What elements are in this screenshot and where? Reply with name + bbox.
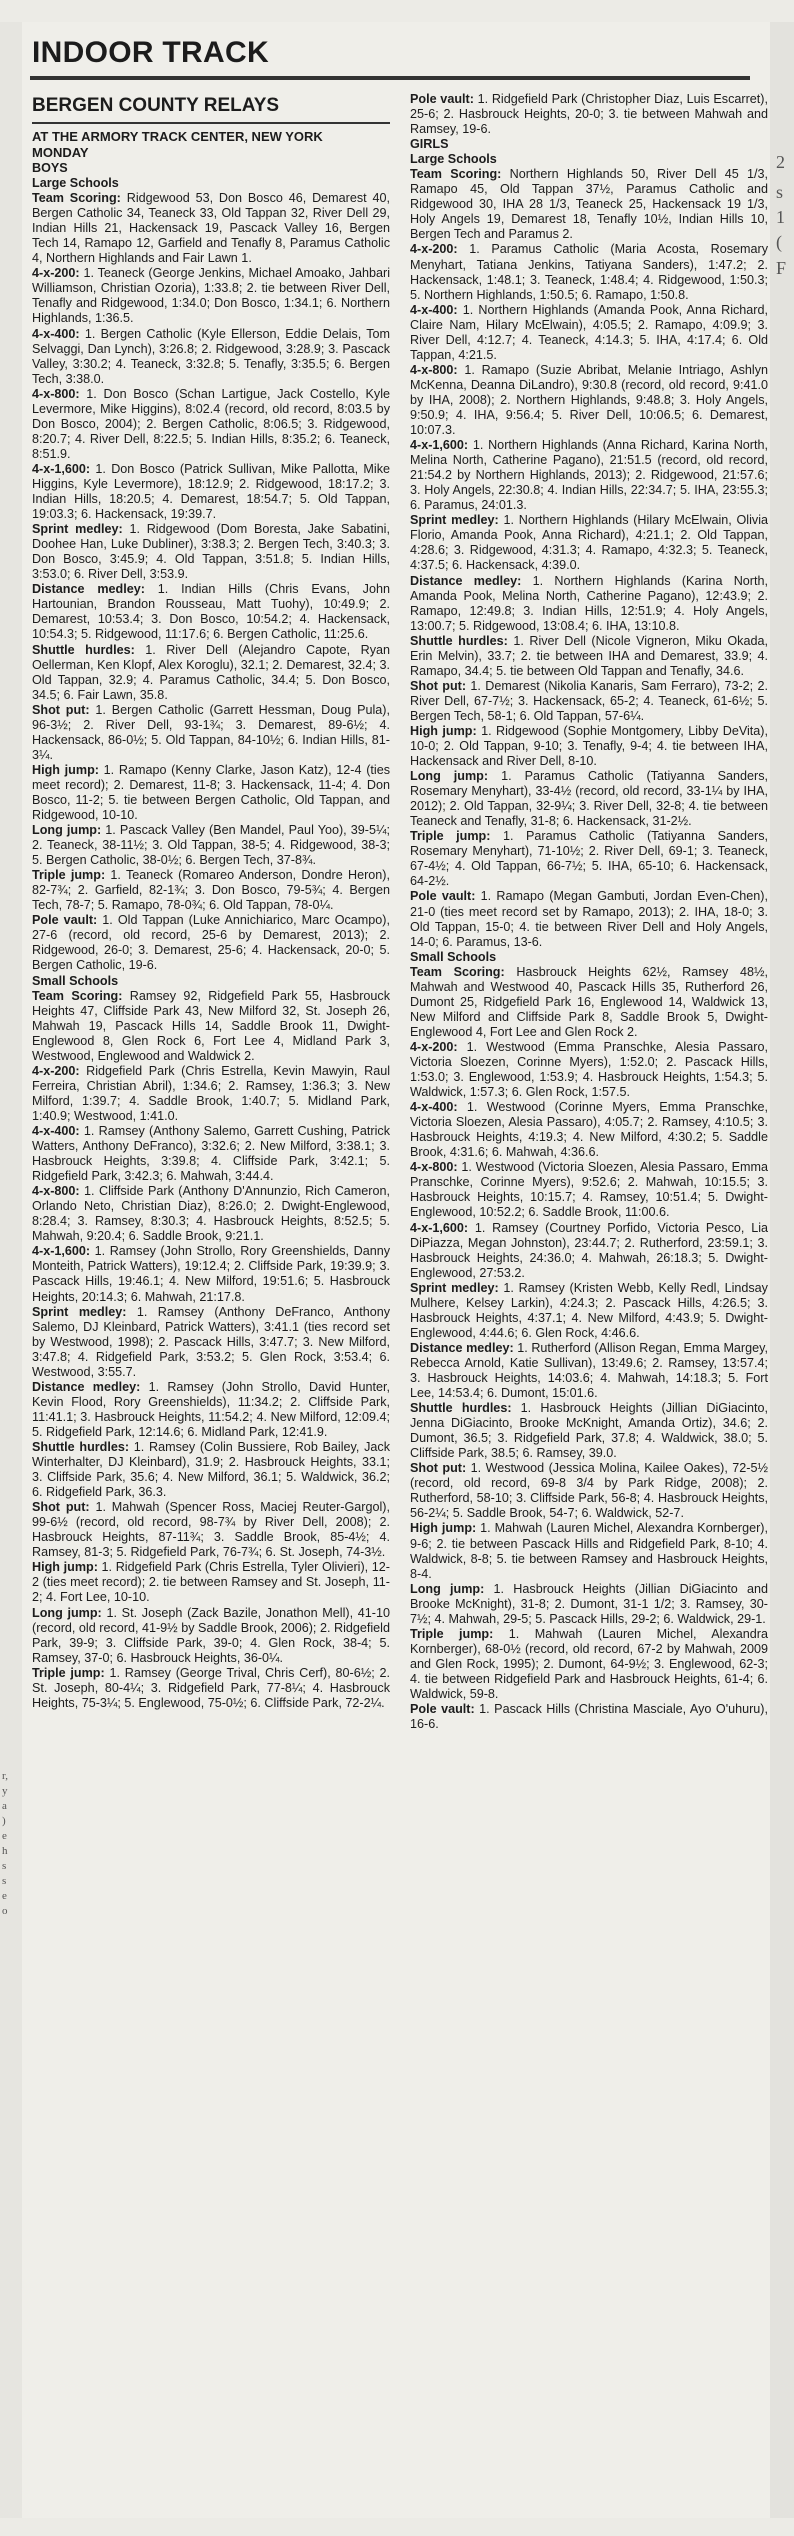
event-text: 1. Ridgewood (Dom Boresta, Jake Sabatini, Doohee Han, Luke Dubliner), 3:38.3; 2. Bergen Tech, 3:40.3; 3. Don Bosco, 3:45.9; 4. Old Tappan, 3:51.8; 5. Indian Hills, 3:53.0; 6. River Dell, 3:53.9.: [32, 522, 390, 582]
event-label: Distance medley:: [410, 573, 522, 588]
event-result: [410, 1281, 768, 1341]
edge-glyph: o: [2, 1905, 8, 1917]
results-column-right: [410, 92, 768, 1732]
event-label: High jump:: [410, 1521, 477, 1536]
event-result: [410, 167, 768, 242]
event-label: 4-x-400:: [32, 326, 80, 341]
event-result: [410, 303, 768, 363]
event-result: [32, 266, 390, 326]
event-label: 4-x-1,600:: [410, 438, 469, 453]
edge-glyph: a: [2, 1800, 7, 1812]
event-result: [410, 1100, 768, 1160]
event-label: Sprint medley:: [32, 522, 123, 537]
results-column-left: [32, 88, 390, 1711]
event-text: 1. Old Tappan (Luke Annichiarico, Marc Ocampo), 27-6 (record, old record, 25-6 by Demarest, 2013); 2. Ridgewood, 26-0; 3. Demarest, 25-6; 4. Hackensack, 20-0; 5. Bergen Catholic, 19-6.: [32, 913, 390, 973]
event-result: [410, 513, 768, 573]
event-label: Shot put:: [410, 1461, 467, 1476]
event-label: Sprint medley:: [410, 1280, 499, 1295]
results-subhead: Large Schools: [410, 152, 497, 167]
event-label: Long jump:: [410, 1581, 485, 1596]
results-subhead: Large Schools: [32, 176, 119, 191]
event-text: 1. Ridgewood (Sophie Montgomery, Libby DeVita), 10-0; 2. Old Tappan, 9-10; 3. Tenafly, 9-4; 4. tie between IHA, Hackensack and River Dell, 8-10.: [410, 723, 768, 769]
event-label: Distance medley:: [32, 582, 145, 597]
edge-glyph: e: [2, 1830, 7, 1842]
event-result: [410, 574, 768, 634]
event-text: Ramsey 92, Ridgefield Park 55, Hasbrouck Heights 47, Cliffside Park 43, New Milford 32, St. Joseph 26, Mahwah 19, Pascack Hills 14, Saddle Brook 11, Dwight-Englewood 8, Glen Rock 6, Fort Lee 4, Midland Park 3, Westwood, Englewood and Waldwick 2.: [32, 988, 390, 1063]
meet-day: MONDAY: [32, 145, 89, 160]
event-result: [32, 1666, 390, 1711]
event-result: [32, 868, 390, 913]
event-text: Ridgewood 53, Don Bosco 46, Demarest 40, Bergen Catholic 34, Teaneck 33, Old Tappan 32, River Dell 29, Indian Hills 21, Hackensack 19, Pascack Valley 16, Bergen Tech 14, Ramapo 12, Garfield and Tenafly 8, Paramus Catholic 4, Northern Highlands and Fair Lawn 1.: [32, 191, 391, 266]
event-text: 1. Teaneck (George Jenkins, Michael Amoako, Jahbari Williamson, Christian Ozoria), 1:33.8; 2. tie between River Dell, Tenafly and Ridgewood, 1:34.0; Don Bosco, 1:34.1; 6. Northern Highlands, 1:36.5.: [32, 266, 390, 326]
event-text: Ridgefield Park (Chris Estrella, Kevin Mawyin, Raul Ferreira, Christian Abril), 1:34.6; 2. Ramsey, 1:36.3; 3. New Milford, 1:39.7; 4. Saddle Brook, 1:40.7; 5. Midland Park, 1:40.9; Westwood, 1:41.0.: [32, 1063, 390, 1123]
event-text: 1. Ramsey (Kristen Webb, Kelly Redl, Lindsay Mulhere, Kelsey Larkin), 4:24.3; 2. Pascack Hills, 4:26.5; 3. Hasbrouck Heights, 4:37.1; 4. New Milford, 4:43.9; 5. Dwight-Englewood, 4:44.6; 6. Glen Rock, 4:46.6.: [410, 1280, 768, 1340]
edge-glyph: ): [2, 1815, 6, 1827]
event-text: 1. Mahwah (Spencer Ross, Maciej Reuter-Gargol), 99-6½ (record, old record, 98-7¾ by River Dell, 2008); 2. Hasbrouck Heights, 87-11¾; 3. Saddle Brook, 85-4½; 4. Ramsey, 81-3; 5. Ridgefield Park, 76-7¾; 6. St. Joseph, 74-3½.: [32, 1500, 390, 1560]
event-result: [410, 363, 768, 438]
event-result: [32, 191, 390, 266]
event-text: 1. River Dell (Alejandro Capote, Ryan Oellerman, Ken Klopf, Alex Koroglu), 32.1; 2. Demarest, 32.4; 3. Old Tappan, 32.9; 4. Paramus Catholic, 34.4; 5. Don Bosco, 34.5; 6. Fair Lawn, 35.8.: [32, 642, 390, 702]
event-label: Triple jump:: [410, 829, 491, 844]
adjacent-page-edge-left: [0, 22, 22, 2518]
event-text: 1. Northern Highlands (Anna Richard, Karina North, Melina North, Catherine Pagano), 21:51.5 (record, old record, 21:54.2 by Northern Highlands, 2013); 2. Ridgewood, 21:57.6; 3. Holy Angels, 22:30.8; 4. Indian Hills, 22:34.7; 5. IHA, 23:55.3; 6. Paramus, 24:01.3.: [410, 438, 768, 513]
event-result: [410, 438, 768, 513]
event-text: 1. Mahwah (Lauren Michel, Alexandra Kornberger), 9-6; 2. tie between Pascack Hills and Ridgefield Park, 8-10; 4. Waldwick, 8-8; 5. tie between Ramsey and Hasbrouck Heights, 8-4.: [410, 1521, 768, 1581]
event-label: Team Scoring:: [32, 988, 123, 1003]
event-result: [32, 1064, 390, 1124]
headline: BERGEN COUNTY RELAYS: [32, 95, 280, 116]
event-label: Shot put:: [32, 702, 90, 717]
results-subhead: Small Schools: [410, 949, 497, 964]
event-result: [32, 1184, 390, 1244]
event-label: High jump:: [32, 1560, 98, 1575]
event-text: 1. Ramsey (George Trival, Chris Cerf), 80-6½; 2. St. Joseph, 80-4¼; 3. Ridgefield Park, 77-8¼; 4. Hasbrouck Heights, 75-3¼; 5. Englewood, 75-0½; 6. Cliffside Park, 72-2¼.: [32, 1665, 390, 1710]
event-label: 4-x-200:: [410, 1039, 458, 1054]
event-result: [410, 1040, 768, 1100]
event-label: Shot put:: [32, 1500, 90, 1515]
event-label: Sprint medley:: [410, 513, 499, 528]
event-result: [410, 1582, 768, 1627]
event-text: 1. Ramapo (Suzie Abribat, Melanie Intriago, Ashlyn McKenna, Deanna DiLandro), 9:30.8 (record, old record, 9:41.0 by IHA, 2008); 2. Northern Highlands, 9:48.8; 3. Holy Angels, 9:50.9; 4. IHA, 9:56.4; 5. River Dell, 10:06.5; 6. Demarest, 10:07.3.: [410, 362, 768, 438]
left-results-body: [32, 161, 390, 1711]
event-text: 1. Northern Highlands (Amanda Pook, Anna Richard, Claire Nam, Hilary McElwain), 4:05.5; 2. Ramapo, 4:09.9; 3. River Dell, 4:12.7; 4. Teaneck, 4:14.3; 5. IHA, 4:17.4; 6. Old Tappan, 4:21.5.: [410, 302, 768, 362]
event-text: 1. Hasbrouck Heights (Jillian DiGiacinto, Jenna DiGiacinto, Brooke McKnight, Amanda Ortiz), 34.6; 2. Dumont, 36.5; 3. Ridgefield Park, 37.8; 4. Waldwick, 38.0; 5. Cliffside Park, 38.5; 6. Ramsey, 39.0.: [410, 1401, 768, 1461]
event-label: Pole vault:: [32, 913, 98, 928]
event-result: [32, 913, 390, 973]
event-result: [410, 1401, 768, 1461]
event-label: 4-x-200:: [410, 242, 458, 257]
event-label: 4-x-200:: [32, 266, 80, 281]
event-result: [32, 989, 390, 1064]
section-rule: [30, 76, 750, 80]
event-result: [32, 1244, 390, 1304]
event-result: [410, 1221, 768, 1281]
event-result: [410, 965, 768, 1040]
edge-glyph: h: [2, 1845, 8, 1857]
event-result: [410, 1521, 768, 1581]
event-result: [32, 1380, 390, 1440]
event-result: [410, 889, 768, 949]
edge-glyph: e: [2, 1890, 7, 1902]
event-result: [32, 387, 390, 462]
event-label: Shuttle hurdles:: [32, 642, 135, 657]
event-result: [410, 634, 768, 679]
edge-glyph: 1: [776, 207, 785, 227]
event-text: Northern Highlands 50, River Dell 45 1/3, Ramapo 45, Old Tappan 37½, Paramus Catholic and Ridgewood 30, IHA 28 1/3, Teaneck 25, Hackensack 19 1/3, Holy Angels 19, Demarest 18, Tenafly 10½, Indian Hills 10, Bergen Tech and Paramus 2.: [410, 167, 768, 242]
event-result: [32, 823, 390, 868]
event-label: Long jump:: [32, 823, 102, 838]
event-text: 1. Ramsey (Anthony DeFranco, Anthony Salemo, DJ Kleinbard, Patrick Watters), 3:41.1 (ties record set by Westwood, 1998); 2. Pascack Hills, 3:47.7; 3. New Milford, 3:47.8; 4. Ridgefield Park, 3:53.2; 5. Glen Rock, 3:53.4; 6. Westwood, 3:55.7.: [32, 1304, 390, 1379]
event-label: 4-x-800:: [32, 386, 80, 401]
event-result: [410, 769, 768, 829]
right-results-body: [410, 92, 768, 1732]
edge-glyph: 2: [776, 152, 785, 172]
event-text: 1. Westwood (Jessica Molina, Kailee Oakes), 72-5½ (record, old record, 69-8 3/4 by Park Ridge, 2008); 2. Rutherford, 58-10; 3. Cliffside Park, 56-8; 4. Hasbrouck Heights, 56-2¼; 5. Saddle Brook, 54-7; 6. Waldwick, 52-7.: [410, 1461, 768, 1521]
event-label: Shuttle hurdles:: [410, 633, 508, 648]
event-result: [32, 327, 390, 387]
edge-glyph: F: [776, 258, 787, 278]
event-text: 1. Rutherford (Allison Regan, Emma Margey, Rebecca Arnold, Katie Sullivan), 13:49.6; 2. Ramsey, 13:57.4; 3. Hasbrouck Heights, 14:03.6; 4. Mahwah, 14:18.3; 5. Fort Lee, 14:53.4; 6. Dumont, 15:01.6.: [410, 1340, 768, 1401]
edge-glyph: s: [2, 1860, 7, 1872]
results-subhead: BOYS: [32, 161, 68, 175]
adjacent-page-edge-right: [770, 22, 794, 2518]
event-label: Shuttle hurdles:: [410, 1401, 512, 1416]
event-text: 1. Northern Highlands (Karina North, Amanda Pook, Melina North, Catherine Pagano), 12:43.9; 2. Ramapo, 12:49.8; 3. Indian Hills, 12:51.9; 4. Holy Angels, 13:00.7; 5. Ridgewood, 13:08.4; 6. IHA, 13:10.8.: [410, 573, 768, 633]
event-label: Distance medley:: [410, 1340, 514, 1355]
event-text: Hasbrouck Heights 62½, Ramsey 48½, Mahwah and Westwood 40, Pascack Hills 35, Rutherford 26, Dumont 25, Ridgefield Park 16, Englewood 14, Waldwick 13, New Milford and Cliffside Park 8, Saddle Brook 5, Dwight-Englewood 4, Fort Lee and Glen Rock 2.: [410, 964, 768, 1039]
event-text: 1. Paramus Catholic (Tatiyanna Sanders, Rosemary Menyhart), 33-4½ (record, old record, 33-1¼ by IHA, 2012); 2. Old Tappan, 32-9¼; 3. River Dell, 32-8; 4. tie between Teaneck and Tenafly, 31-8; 6. Hackensack, 31-2½.: [410, 769, 769, 829]
event-text: 1. Ridgefield Park (Chris Estrella, Tyler Olivieri), 12-2 (ties meet record); 2. tie between Ramsey and St. Joseph, 11-2; 4. Fort Lee, 10-10.: [32, 1560, 390, 1605]
event-result: [32, 703, 390, 763]
edge-glyph: y: [2, 1785, 8, 1797]
event-result: [410, 1461, 768, 1521]
event-result: [410, 679, 768, 724]
event-result: [32, 1560, 390, 1605]
event-result: [410, 1341, 768, 1401]
event-text: 1. River Dell (Nicole Vigneron, Miku Okada, Erin Melvin), 33.7; 2. tie between IHA and Demarest, 33.9; 4. Ramapo, 34.4; 5. tie between Old Tappan and Tenafly, 34.6.: [410, 633, 768, 678]
event-result: [410, 1627, 768, 1702]
event-result: [410, 242, 768, 302]
event-label: 4-x-1,600:: [410, 1220, 469, 1235]
event-label: 4-x-800:: [410, 362, 458, 377]
event-text: 1. Ramapo (Megan Gambuti, Jordan Even-Chen), 21-0 (ties meet record set by Ramapo, 2013); 2. IHA, 18-0; 3. Old Tappan, 15-0; 4. tie between River Dell and Holy Angels, 14-0; 6. Paramus, 13-6.: [410, 889, 768, 949]
event-text: 1. Northern Highlands (Hilary McElwain, Olivia Florio, Amanda Pook, Anna Richard), 4:21.1; 2. Old Tappan, 4:28.6; 3. Ridgewood, 4:31.3; 4. Ramapo, 4:32.3; 5. Teaneck, 4:37.5; 6. Hackensack, 4:39.0.: [410, 513, 768, 573]
event-label: Pole vault:: [410, 1702, 475, 1717]
event-text: 1. Westwood (Emma Pranschke, Alesia Passaro, Victoria Sloezen, Corinne Myers), 1:52.0; 2. Pascack Hills, 1:53.0; 3. Englewood, 1:53.9; 4. Hasbrouck Heights, 1:54.3; 5. Waldwick, 1:57.3; 6. Glen Rock, 1:57.5.: [410, 1039, 768, 1100]
event-result: [410, 829, 768, 889]
section-kicker: INDOOR TRACK: [32, 36, 269, 69]
event-result: [410, 1160, 768, 1220]
event-label: 4-x-400:: [410, 1100, 458, 1115]
event-text: 1. Hasbrouck Heights (Jillian DiGiacinto and Brooke McKnight), 31-8; 2. Dumont, 31-1 1/2; 3. Ramsey, 30-7½; 4. Mahwah, 29-5; 5. Pascack Hills, 29-2; 6. Waldwick, 29-1.: [410, 1581, 768, 1626]
event-label: Distance medley:: [32, 1379, 141, 1394]
event-text: 1. Ramsey (John Strollo, David Hunter, Kevin Flood, Rory Greenshields), 11:34.2; 2. Cliffside Park, 11:41.1; 3. Hasbrouck Heights, 11:54.2; 4. New Milford, 12:09.4; 5. Ridgefield Park, 12:14.6; 6. Midland Park, 12:41.9.: [32, 1379, 391, 1439]
event-label: 4-x-1,600:: [32, 461, 91, 476]
event-label: Triple jump:: [410, 1626, 494, 1641]
event-result: [32, 1440, 390, 1500]
event-label: Shuttle hurdles:: [32, 1439, 130, 1454]
event-text: 1. Pascack Valley (Ben Mandel, Paul Yoo), 39-5¼; 2. Teaneck, 38-11½; 3. Old Tappan, 38-5; 4. Ridgewood, 38-3; 5. Bergen Catholic, 38-0½; 6. Bergen Tech, 37-8¾.: [32, 823, 390, 868]
event-result: [32, 1500, 390, 1560]
event-label: Team Scoring:: [410, 964, 505, 979]
event-label: Pole vault:: [410, 92, 474, 106]
event-result: [32, 522, 390, 582]
event-result: [32, 1606, 390, 1666]
event-label: 4-x-400:: [410, 302, 458, 317]
event-text: 1. Cliffside Park (Anthony D'Annunzio, Rich Cameron, Orlando Neto, Christian Diaz), 8:26.0; 2. Dwight-Englewood, 8:28.4; 3. Ramsey, 8:30.3; 4. Hasbrouck Heights, 8:52.5; 5. Mahwah, 9:20.4; 6. Saddle Brook, 9:21.1.: [32, 1184, 390, 1244]
event-result: [32, 1124, 390, 1184]
event-label: 4-x-200:: [32, 1063, 80, 1078]
event-text: 1. Pascack Hills (Christina Masciale, Ayo O'uhuru), 16-6.: [410, 1702, 768, 1732]
event-result: [32, 763, 390, 823]
event-label: 4-x-1,600:: [32, 1244, 91, 1259]
event-text: 1. Ramsey (Colin Bussiere, Rob Bailey, Jack Winterhalter, DJ Kleinbard), 31.9; 2. Hasbrouck Heights, 33.1; 3. Cliffside Park, 35.6; 4. New Milford, 36.1; 5. Waldwick, 36.2; 6. Ridgefield Park, 36.3.: [32, 1439, 391, 1500]
event-result: [410, 1702, 768, 1732]
event-label: Pole vault:: [410, 889, 476, 904]
event-text: 1. Westwood (Victoria Sloezen, Alesia Passaro, Emma Pranschke, Corinne Myers), 9:52.6; 2. Mahwah, 10:15.5; 3. Hasbrouck Heights, 10:15.7; 4. Ramsey, 10:51.4; 5. Dwight-Englewood, 10:52.2; 6. Saddle Brook, 11:00.6.: [410, 1160, 768, 1220]
event-label: High jump:: [32, 762, 99, 777]
edge-glyph: (: [776, 232, 782, 252]
event-result: [410, 724, 768, 769]
event-text: 1. Ramapo (Kenny Clarke, Jason Katz), 12-4 (ties meet record); 2. Demarest, 11-8; 3. Hackensack, 11-4; 4. Don Bosco, 11-2; 5. tie between Bergen Catholic, Old Tappan, and Ridgewood, 10-10.: [32, 762, 390, 823]
event-label: Shot put:: [410, 678, 467, 693]
event-text: 1. St. Joseph (Zack Bazile, Jonathon Mell), 41-10 (record, old record, 41-9½ by Saddle Brook, 2006); 2. Ridgefield Park, 39-9; 3. Cliffside Park, 39-0; 4. Glen Rock, 38-4; 5. Ramsey, 37-0; 6. Hasbrouck Heights, 36-0¼.: [32, 1605, 391, 1665]
event-text: 1. Indian Hills (Chris Evans, John Hartounian, Brandon Rousseau, Matt Tuohy), 10:49.9; 2. Demarest, 10:53.4; 3. Don Bosco, 10:54.2; 4. Hackensack, 10:54.3; 5. Ridgewood, 11:17.6; 6. Bergen Catholic, 11:25.6.: [32, 582, 390, 642]
event-text: 1. Paramus Catholic (Maria Acosta, Rosemary Menyhart, Tatiana Jenkins, Tatiyana Sanders), 1:47.2; 2. Hackensack, 1:48.1; 3. Teaneck, 1:48.4; 4. Ridgewood, 1:50.3; 5. Northern Highlands, 1:50.5; 6. Ramapo, 1:50.8.: [410, 242, 768, 302]
event-label: 4-x-800:: [32, 1184, 80, 1199]
event-text: 1. Paramus Catholic (Tatiyanna Sanders, Rosemary Menyhart), 71-10½; 2. River Dell, 69-1; 3. Teaneck, 67-4½; 4. Old Tappan, 66-7½; 5. IHA, 65-10; 6. Hackensack, 64-2½.: [410, 829, 768, 889]
event-label: Team Scoring:: [410, 167, 502, 182]
event-text: 1. Ramsey (Anthony Salemo, Garrett Cushing, Patrick Watters, Anthony DeFranco), 3:32.6; 2. New Milford, 3:38.1; 3. Hasbrouck Heights, 3:39.8; 4. Cliffside Park, 3:42.1; 5. Ridgefield Park, 3:42.3; 6. Mahwah, 3:44.4.: [32, 1124, 390, 1184]
event-text: 1. Mahwah (Lauren Michel, Alexandra Kornberger), 68-0½ (record, old record, 67-2 by Mahwah, 2009 and Glen Rock, 1995); 2. Dumont, 64-9½; 3. Englewood, 62-3; 4. tie between Ridgefield Park and Hasbrouck Heights, 61-4; 6. Waldwick, 59-8.: [410, 1626, 768, 1701]
event-label: Long jump:: [410, 769, 489, 784]
event-label: 4-x-800:: [410, 1160, 458, 1175]
meet-location: AT THE ARMORY TRACK CENTER, NEW YORK: [32, 129, 323, 144]
event-text: 1. Don Bosco (Schan Lartigue, Jack Costello, Kyle Levermore, Mike Higgins), 8:02.4 (record, old record, 8:03.5 by Don Bosco, 2004); 2. Bergen Catholic, 8:06.5; 3. Ridgewood, 8:20.7; 4. River Dell, 8:22.5; 5. Indian Hills, 8:35.2; 6. Teaneck, 8:51.9.: [32, 386, 390, 461]
event-text: 1. Ramsey (Courtney Porfido, Victoria Pesco, Lia DiPiazza, Megan Johnston), 23:44.7; 2. Rutherford, 23:59.1; 3. Hasbrouck Heights, 24:36.0; 4. Mahwah, 26:18.3; 5. Dwight-Englewood, 27:53.2.: [410, 1220, 768, 1280]
event-text: 1. Teaneck (Romareo Anderson, Dondre Heron), 82-7¾; 2. Garfield, 82-1¾; 3. Don Bosco, 79-5¾; 4. Bergen Tech, 78-7; 5. Ramapo, 78-0¾; 6. Old Tappan, 78-0¼.: [32, 868, 390, 913]
event-text: 1. Bergen Catholic (Garrett Hessman, Doug Pula), 96-3½; 2. River Dell, 93-1¾; 3. Demarest, 89-6½; 4. Hackensack, 86-0½; 5. Old Tappan, 84-10½; 6. Indian Hills, 81-3¼.: [32, 702, 390, 762]
event-text: 1. Ramsey (John Strollo, Rory Greenshields, Danny Monteith, Patrick Watters), 19:12.4; 2. Cliffside Park, 19:39.9; 3. Pascack Hills, 19:46.1; 4. New Milford, 19:51.6; 5. Hasbrouck Heights, 20:14.3; 6. Mahwah, 21:17.8.: [32, 1244, 390, 1304]
event-label: Triple jump:: [32, 868, 106, 883]
event-label: Sprint medley:: [32, 1304, 127, 1319]
event-label: 4-x-400:: [32, 1124, 80, 1138]
results-subhead: GIRLS: [410, 137, 449, 152]
event-text: 1. Demarest (Nikolia Kanaris, Sam Ferraro), 73-2; 2. River Dell, 67-7½; 3. Hackensack, 65-2; 4. Teaneck, 61-6½; 5. Bergen Tech, 58-1; 6. Old Tappan, 57-6¼.: [410, 678, 768, 723]
event-label: Team Scoring:: [32, 191, 121, 206]
event-result: [32, 462, 390, 522]
event-result: [32, 582, 390, 642]
edge-glyph: r,: [2, 1770, 8, 1782]
results-subhead: Small Schools: [32, 973, 119, 988]
event-label: Long jump:: [32, 1605, 102, 1620]
edge-glyph: s: [776, 182, 784, 202]
event-label: High jump:: [410, 723, 477, 738]
event-result: [32, 1305, 390, 1380]
event-result: [32, 643, 390, 703]
event-text: 1. Westwood (Corinne Myers, Emma Pranschke, Victoria Sloezen, Alesia Passaro), 4:05.7; 2. Ramsey, 4:10.5; 3. Hasbrouck Heights, 4:19.3; 4. New Milford, 4:30.2; 5. Saddle Brook, 4:31.6; 6. Mahwah, 4:36.6.: [410, 1100, 768, 1160]
event-result: [410, 92, 768, 137]
event-text: 1. Ridgefield Park (Christopher Diaz, Luis Escarret), 25-6; 2. Hasbrouck Heights, 20-0; 3. tie between Mahwah and Ramsey, 19-6.: [410, 92, 768, 137]
event-label: Triple jump:: [32, 1665, 105, 1680]
headline-rule: [32, 122, 390, 124]
edge-glyph: s: [2, 1875, 7, 1887]
event-text: 1. Don Bosco (Patrick Sullivan, Mike Pallotta, Mike Higgins, Kyle Levermore), 18:12.9; 2. Ridgewood, 18:17.2; 3. Indian Hills, 18:20.5; 4. Demarest, 18:54.7; 5. Old Tappan, 19:03.3; 6. Hackensack, 19:39.7.: [32, 461, 390, 522]
event-text: 1. Bergen Catholic (Kyle Ellerson, Eddie Delais, Tom Selvaggi, Dan Lynch), 3:26.8; 2. Ridgewood, 3:28.9; 3. Pascack Valley, 3:30.2; 4. Teaneck, 3:32.8; 5. Tenafly, 3:35.5; 6. Bergen Tech, 3:38.0.: [32, 326, 390, 386]
